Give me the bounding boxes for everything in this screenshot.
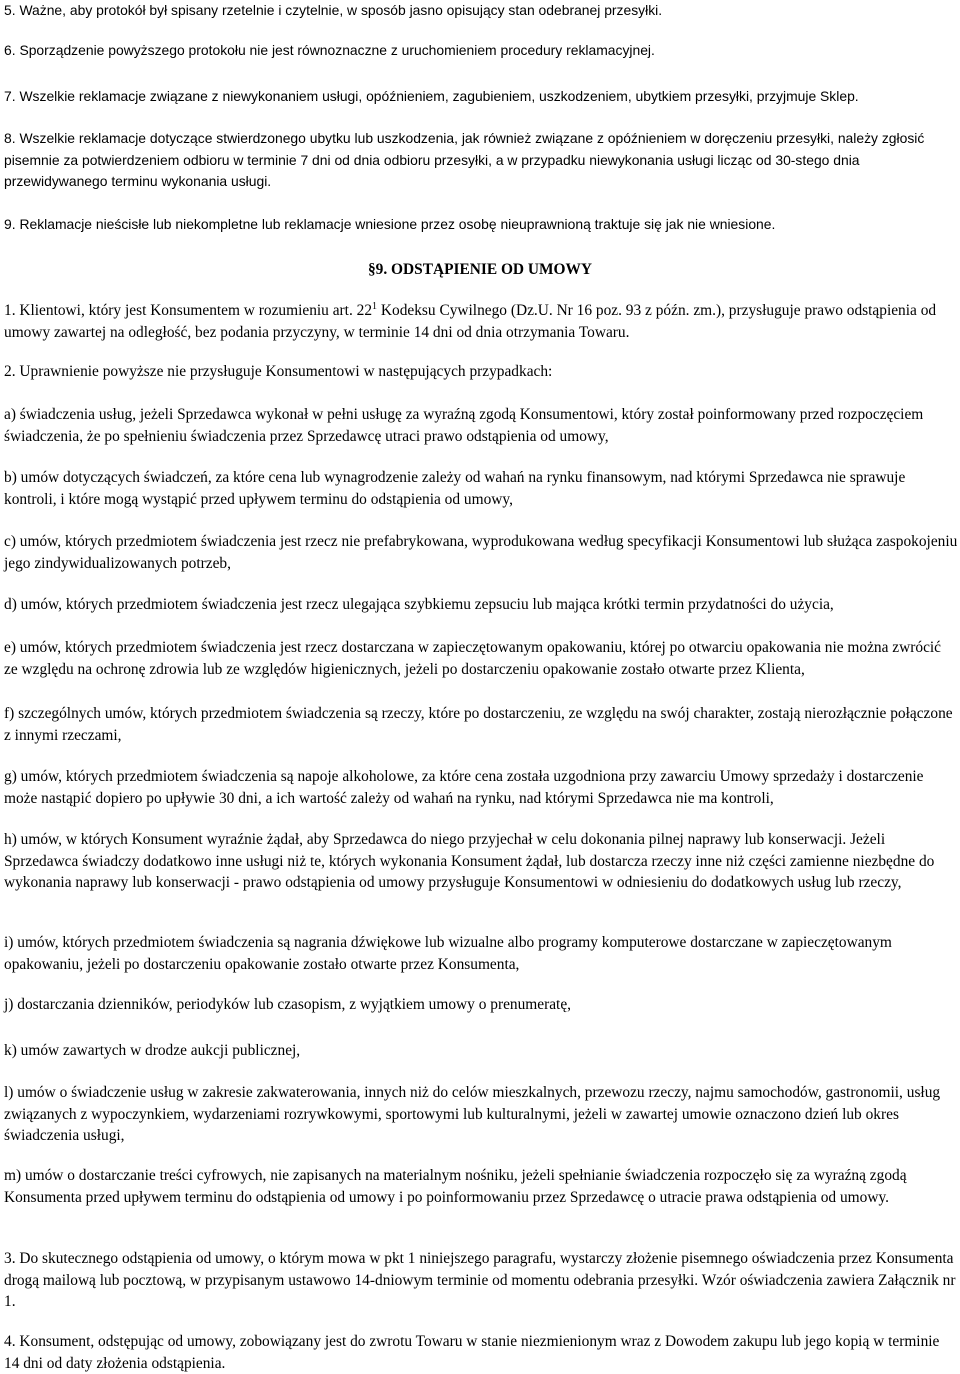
paragraph-7: 7. Wszelkie reklamacje związane z niewykonaniem usługi, opóźnieniem, zagubieniem, uszkodzeniem, ubytkiem przesyłki, przyjmuje Sklep. [4,88,859,104]
point-1-text-end: Kodeksu Cywilnego (Dz.U. Nr 16 poz. 93 z późn. zm.), przysługuje prawo odstąpienia od umowy zawartej na odległość, bez podania przyczyny, w terminie 14 dni od dnia otrzymania Towaru. [4,302,937,341]
section-point-3: 3. Do skutecznego odstąpienia od umowy, o którym mowa w pkt 1 niniejszego paragrafu, wystarczy złożenie pisemnego oświadczenia przez Konsumenta drogą mailową lub pocztową, w przypisanym ustawowo 14-dniowym terminie od momentu odebrania przesyłki. Wzór oświadczenia zawiera Załącznik nr 1. [4,1250,956,1311]
exception-g: g) umów, których przedmiotem świadczenia są napoje alkoholowe, za które cena została uzgodniona przy zawarciu Umowy sprzedaży i dostarczenie może nastąpić dopiero po upływie 30 dni, a ich wartość zależy od wahań na rynku, nad którymi Sprzedawca nie ma kontroli, [4,768,924,807]
exception-j: j) dostarczania dzienników, periodyków lub czasopism, z wyjątkiem umowy o prenumeratę, [4,996,572,1013]
exception-d: d) umów, których przedmiotem świadczenia jest rzecz ulegająca szybkiemu zepsuciu lub mająca krótki termin przydatności do użycia, [4,596,834,613]
exception-e: e) umów, których przedmiotem świadczenia jest rzecz dostarczana w zapieczętowanym opakowaniu, której po otwarciu opakowania nie można zwrócić ze względu na ochronę zdrowia lub ze względów higienicznych, jeżeli po dostarczeniu opakowanie zostało otwarte przez Klienta, [4,639,942,678]
exception-m: m) umów o dostarczanie treści cyfrowych, nie zapisanych na materialnym nośniku, jeżeli spełnianie świadczenia rozpoczęło się za wyraźną zgodą Konsumenta przed upływem terminu do odstąpienia od umowy i po poinformowaniu przez Sprzedawcę o utracie prawa odstąpienia od umowy. [4,1167,907,1206]
point-1-text-start: 1. Klientowi, który jest Konsumentem w rozumieniu art. 22 [4,302,373,319]
exception-k: k) umów zawartych w drodze aukcji publicznej, [4,1042,301,1059]
exception-f: f) szczególnych umów, których przedmiotem świadczenia są rzeczy, które po dostarczeniu, ze względu na swój charakter, zostają nierozłącznie połączone z innymi rzeczami, [4,705,953,744]
paragraph-6: 6. Sporządzenie powyższego protokołu nie jest równoznaczne z uruchomieniem procedury reklamacyjnej. [4,42,655,58]
exception-l: l) umów o świadczenie usług w zakresie zakwaterowania, innych niż do celów mieszkalnych, przewozu rzeczy, najmu samochodów, gastronomii, usług związanych z wypoczynkiem, wydarzeniami rozrywkowymi, sportowymi lub kulturalnymi, jeżeli w zawartej umowie oznaczono dzień lub okres świadczenia usługi, [4,1084,941,1145]
section-point-1 [4,300,958,343]
point-1-superscript: 1 [372,300,378,312]
paragraph-9: 9. Reklamacje nieścisłe lub niekompletne lub reklamacje wniesione przez osobę nieuprawnioną traktuje się jak nie wniesione. [4,216,776,232]
section-heading: §9. ODSTĄPIENIE OD UMOWY [367,261,593,278]
exception-a: a) świadczenia usług, jeżeli Sprzedawca wykonał w pełni usługę za wyraźną zgodą Konsumentowi, który został poinformowany przed rozpoczęciem świadczenia, że po spełnieniu świadczenia przez Sprzedawcę utraci prawo odstąpienia od umowy, [4,406,924,445]
exception-c: c) umów, których przedmiotem świadczenia jest rzecz nie prefabrykowana, wyprodukowana według specyfikacji Konsumentowi lub służąca zaspokojeniu jego zindywidualizowanych potrzeb, [4,533,958,572]
paragraph-5: 5. Ważne, aby protokół był spisany rzetelnie i czytelnie, w sposób jasno opisujący stan odebranej przesyłki. [4,2,663,18]
paragraph-8: 8. Wszelkie reklamacje dotyczące stwierdzonego ubytku lub uszkodzenia, jak również związane z opóźnieniem w doręczeniu przesyłki, należy zgłosić pisemnie za potwierdzeniem odbioru w terminie 7 dni od dnia odbioru przesyłki, a w przypadku niewykonania usługi licząc od 30-stego dnia przewidywanego terminu wykonania usługi. [4,130,925,190]
exception-i: i) umów, których przedmiotem świadczenia są nagrania dźwiękowe lub wizualne albo programy komputerowe dostarczane w zapieczętowanym opakowaniu, jeżeli po dostarczeniu opakowanie zostało otwarte przez Konsumenta, [4,934,892,973]
section-point-2: 2. Uprawnienie powyższe nie przysługuje Konsumentowi w następujących przypadkach: [4,363,553,380]
exception-h: h) umów, w których Konsument wyraźnie żądał, aby Sprzedawca do niego przyjechał w celu dokonania pilnej naprawy lub konserwacji. Jeżeli Sprzedawca świadczy dodatkowo inne usługi niż te, których wykonania Konsument żądał, lub dostarcza rzeczy inne niż części zamienne niezbędne do wykonania naprawy lub konserwacji - prawo odstąpienia od umowy przysługuje Konsumentowi w odniesieniu do dodatkowych usług lub rzeczy, [4,831,935,892]
section-point-4: 4. Konsument, odstępując od umowy, zobowiązany jest do zwrotu Towaru w stanie niezmienionym wraz z Dowodem zakupu lub jego kopią w terminie 14 dni od daty złożenia odstąpienia. [4,1333,940,1372]
exception-b: b) umów dotyczących świadczeń, za które cena lub wynagrodzenie zależy od wahań na rynku finansowym, nad którymi Sprzedawca nie sprawuje kontroli, i które mogą wystąpić przed upływem terminu do odstąpienia od umowy, [4,469,906,508]
